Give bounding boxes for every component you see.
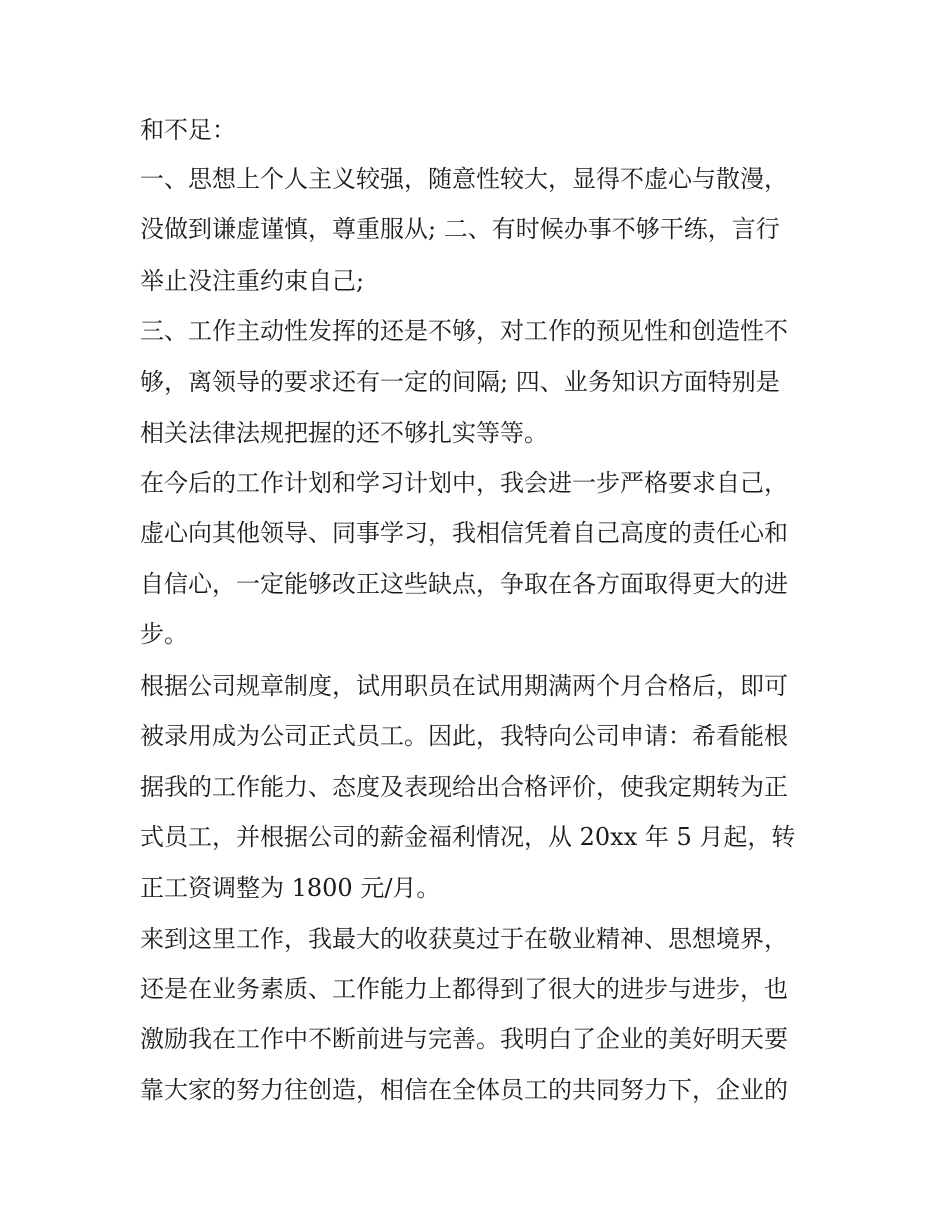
text-line: 三、工作主动性发挥的还是不够，对工作的预见性和创造性不 — [140, 317, 788, 345]
text-line: 在今后的工作计划和学习计划中，我会进一步严格要求自己， — [140, 469, 788, 497]
text-line: 举止没注重约束自己; — [140, 267, 365, 295]
text-line: 自信心，一定能够改正这些缺点，争取在各方面取得更大的进 — [140, 570, 788, 598]
text-line: 激励我在工作中不断前进与完善。我明白了企业的美好明天要 — [140, 1025, 788, 1053]
text-line: 正工资调整为 1800 元/月。 — [140, 874, 441, 902]
text-line: 一、思想上个人主义较强，随意性较大，显得不虚心与散漫， — [140, 165, 788, 193]
text-line: 步。 — [140, 620, 188, 648]
text-line: 来到这里工作，我最大的收获莫过于在敬业精神、思想境界， — [140, 925, 788, 953]
text-line: 够，离领导的要求还有一定的间隔; 四、业务知识方面特别是 — [140, 368, 780, 396]
text-line: 相关法律法规把握的还不够扎实等等。 — [140, 419, 548, 447]
text-line: 还是在业务素质、工作能力上都得到了很大的进步与进步，也 — [140, 975, 788, 1003]
text-line: 被录用成为公司正式员工。因此，我特向公司申请：希看能根 — [140, 722, 788, 750]
text-line: 根据公司规章制度，试用职员在试用期满两个月合格后，即可 — [140, 672, 788, 700]
text-line: 据我的工作能力、态度及表现给出合格评价，使我定期转为正 — [140, 773, 788, 801]
text-line: 靠大家的努力往创造，相信在全体员工的共同努力下，企业的 — [140, 1076, 788, 1104]
text-line: 和不足： — [140, 116, 236, 144]
text-line: 式员工，并根据公司的薪金福利情况，从 20xx 年 5 月起，转 — [140, 823, 796, 851]
text-line: 虚心向其他领导、同事学习，我相信凭着自己高度的责任心和 — [140, 519, 788, 547]
text-line: 没做到谦虚谨慎，尊重服从; 二、有时候办事不够干练，言行 — [140, 215, 780, 243]
